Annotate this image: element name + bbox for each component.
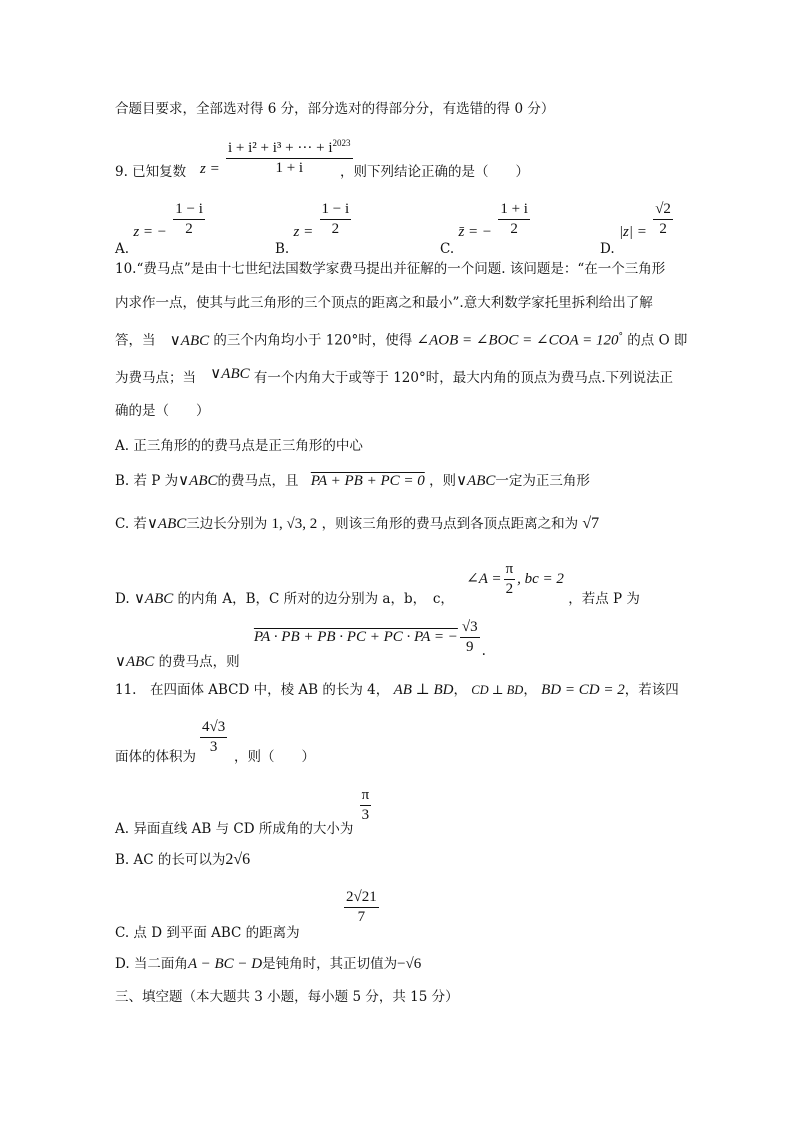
q9-formula (200, 138, 355, 178)
q9-lead: 9. 已知复数 (115, 164, 187, 180)
q11-option-b: B. AC 的长可以为2√6 (115, 851, 251, 868)
q11-option-a: A. 异面直线 AB 与 CD 所成角的大小为 $\frac{\pi}{3}$ (115, 787, 370, 837)
q11-option-d: D. 当二面角A − BC − D是钝角时，其正切值为−√6 (115, 956, 422, 972)
q9-numerator: i + i² + i³ + ··· + i (228, 140, 333, 156)
q9-fraction (226, 138, 353, 178)
triangle-abc: ∨ABC (115, 653, 155, 670)
q10-line-1: 10.“费马点”是由十七世纪法国数学家费马提出并征解的一个问题. 该问题是：“在一个三角形 (115, 261, 666, 277)
section-3-heading: 三、填空题（本大题共 3 小题，每小题 5 分，共 15 分） (115, 989, 459, 1005)
q9-z-eq: z = (200, 161, 220, 178)
q9-option-c: C. z̄ = − $\frac{1 + i}{2}$ (440, 201, 528, 257)
triangle-abc: ∨ABC (169, 332, 210, 349)
q10-line-3: 答，当 ∨ABC 的三个内角均小于 120°时，使得 ∠AOB = ∠BOC = ∠COA = 120° 的点 O 即 (115, 332, 688, 349)
q10-option-d-cont: ∨ABC 的费马点，则 PA · PB + PB · PC + PC · PA = − $\frac{√3}{9}$ . (115, 619, 486, 670)
intro-text: 合题目要求，全部选对得 6 分，部分选对的得部分分，有选错的得 0 分） (115, 101, 555, 117)
triangle-abc: ∨ABC (146, 516, 187, 532)
q9-option-b: B. z = $\frac{1 - i}{2}$ (275, 201, 350, 257)
q9-option-d: D. |z| = $\frac{√2}{2}$ (600, 201, 671, 257)
triangle-abc: ∨ABC (178, 473, 218, 489)
q9-denominator: 1 + i (275, 159, 304, 176)
q10-sum-value: √7 (582, 515, 600, 532)
triangle-abc: ∨ABC (456, 473, 496, 489)
triangle-abc: ∨ABC (133, 590, 174, 607)
q11-line-2: 面体的体积为 ，则（ ） (115, 749, 315, 765)
q10-option-d: D. ∨ABC 的内角 A，B，C 所对的边分别为 a，b， c， ∠A = $\frac{\pi}{2}$ , bc = 2 ，若点 P 为 (115, 561, 640, 607)
q10-line-4: 为费马点；当 ∨ABC 有一个内角大于或等于 120°时，最大内角的顶点为费马点.下列说法正 (115, 366, 674, 386)
q10-option-c: C. 若∨ABC三边长分别为 1, √3, 2 ，则该三角形的费马点到各顶点距离之和为 √7 (115, 515, 600, 532)
triangle-abc: ∨ABC (210, 366, 250, 382)
q9-option-a: A. z = − $\frac{1 - i}{2}$ (115, 201, 203, 257)
q10-angles: ∠AOB = ∠BOC = ∠COA = 120 (416, 332, 619, 349)
q9-numerator-exp: 2023 (332, 138, 351, 148)
q9-tail: ，则下列结论正确的是（ ） (340, 164, 529, 180)
q11-line-1: 11. 在四面体 ABCD 中，棱 AB 的长为 4， AB ⊥ BD， CD ⊥ BD， BD = CD = 2，若该四 (115, 682, 679, 698)
q10-option-b: B. 若 P 为∨ABC的费马点，且 PA + PB + PC = 0 ，则∨ABC一定为正三角形 (115, 473, 590, 489)
q10-line-2: 内求作一点，使其与此三角形的三个顶点的距离之和最小”.意大利数学家托里拆利给出了解 (115, 295, 653, 311)
q10-sides: 1, √3, 2 (271, 516, 318, 532)
q10-dot-product: PA · PB + PB · PC + PC · PA = − (253, 628, 458, 645)
q10-option-a: A. 正三角形的的费马点是正三角形的中心 (115, 438, 363, 454)
q10-vector-eq: PA + PB + PC = 0 (310, 473, 425, 489)
q11-option-c: C. 点 D 到平面 ABC 的距离为 $\frac{2√21}{7}$ (115, 889, 377, 941)
q10-line-5: 确的是（ ） (115, 403, 210, 419)
q11-volume: $\frac{4√3}{3}$ (202, 719, 226, 755)
